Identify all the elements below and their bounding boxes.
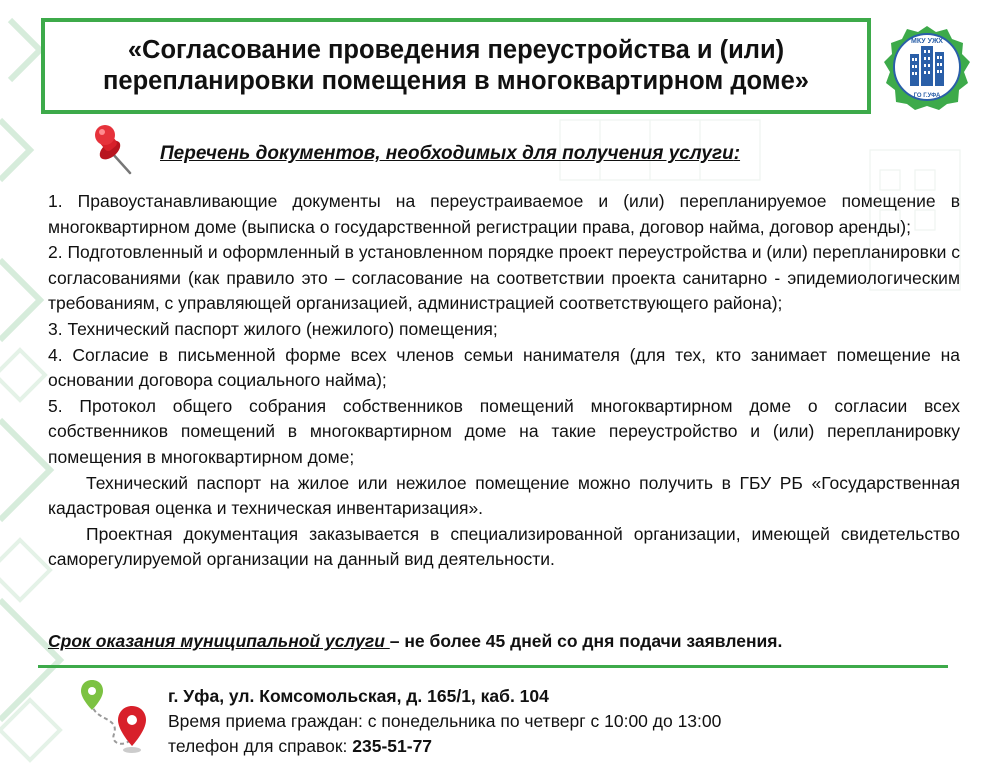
route-pins-icon — [80, 676, 152, 758]
title-line-2: перепланировки помещения в многоквартирном доме» — [103, 67, 809, 95]
title-line-1: «Согласование проведения переустройства и (или) — [127, 36, 785, 64]
push-pin-icon — [92, 123, 142, 175]
documents-heading-text: Перечень документов, необходимых для получения услуги — [160, 143, 734, 164]
list-item: 1. Правоустанавливающие документы на переустраиваемое и (или) перепланируемое помещение в многоквартирном доме (выписка о государственной регистрации права, договор найма, договор аренды); — [48, 191, 960, 237]
list-item: 4. Согласие в письменной форме всех членов семьи нанимателя (для тех, кто занимает помещение на основании договора социального найма); — [48, 344, 960, 391]
note-technical-passport: Технический паспорт на жилое или нежилое помещение можно получить в ГБУ РБ «Государственная кадастровая оценка и техническая инвентаризация». — [48, 472, 960, 519]
list-item: 5. Протокол общего собрания собственников помещений многоквартирном доме о согласии всех собственников помещений в многоквартирном доме на такие переустройство и (или) перепланировку помещения в многоквартирном доме; — [48, 395, 960, 467]
phone-line — [168, 734, 721, 759]
logo-bottom-text: ГО Г.УФА — [913, 93, 941, 99]
service-term-label: Срок оказания муниципальной услуги — [48, 631, 390, 651]
phone-number: 235-51-77 — [352, 736, 433, 756]
title-box — [41, 18, 871, 114]
contacts — [168, 684, 721, 759]
address: г. Уфа, ул. Комсомольская, д. 165/1, каб. 104 — [168, 686, 549, 706]
documents-heading-colon: : — [733, 143, 741, 164]
service-term-value: – не более 45 дней со дня подачи заявления. — [389, 631, 783, 651]
documents-list — [48, 189, 960, 573]
divider — [38, 665, 948, 668]
logo-top-text: МКУ УЖХ — [911, 38, 943, 45]
note-project-documentation: Проектная документация заказывается в специализированной организации, имеющей свидетельство саморегулируемой организации на данный вид деятельности. — [48, 523, 960, 570]
phone-label: телефон для справок: — [168, 736, 353, 756]
reception-hours: Время приема граждан: с понедельника по четверг с 10:00 до 13:00 — [168, 711, 722, 731]
service-term — [48, 631, 960, 652]
documents-heading — [160, 143, 740, 165]
page-title — [89, 35, 823, 97]
list-item: 2. Подготовленный и оформленный в установленном порядке проект переустройства и (или) перепланировки с согласованиями (как правило это – согласование на соответствии проекта санитарно - эпидемиологическим требованиям, с управляющей организацией, администрацией соответствующего района); — [48, 242, 960, 314]
list-item: 3. Технический паспорт жилого (нежилого) помещения; — [48, 318, 498, 339]
building-logo-icon — [884, 24, 970, 110]
